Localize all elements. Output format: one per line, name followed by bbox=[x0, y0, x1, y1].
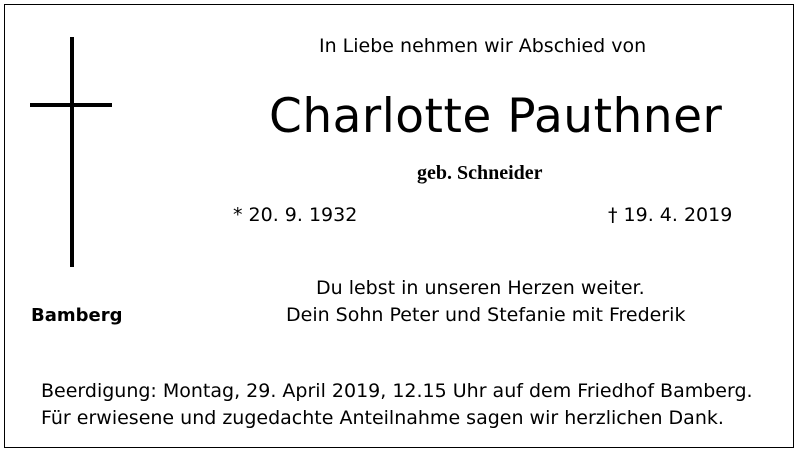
quote-text: Du lebst in unseren Herzen weiter. bbox=[316, 277, 645, 299]
obituary-notice bbox=[4, 4, 794, 448]
death-date: † 19. 4. 2019 bbox=[608, 204, 733, 226]
family-text: Dein Sohn Peter und Stefanie mit Frederik bbox=[286, 304, 686, 326]
thanks-text: Für erwiesene und zugedachte Anteilnahme sagen wir herzlichen Dank. bbox=[41, 407, 724, 429]
place-text: Bamberg bbox=[31, 305, 123, 326]
funeral-text: Beerdigung: Montag, 29. April 2019, 12.15 Uhr auf dem Friedhof Bamberg. bbox=[41, 380, 753, 402]
birth-date: * 20. 9. 1932 bbox=[233, 204, 358, 226]
maiden-name: geb. Schneider bbox=[417, 162, 543, 184]
intro-text: In Liebe nehmen wir Abschied von bbox=[319, 35, 647, 57]
deceased-name: Charlotte Pauthner bbox=[269, 89, 723, 144]
cross-icon-bar bbox=[30, 103, 112, 107]
cross-icon bbox=[70, 37, 74, 267]
